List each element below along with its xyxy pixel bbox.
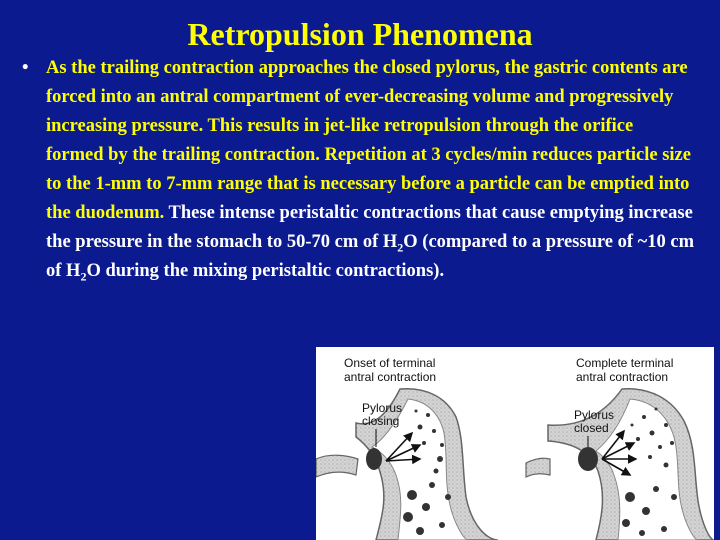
right-caption-line1: Complete terminal [576,356,674,370]
subscript-2: 2 [397,240,404,255]
right-caption-line2: antral contraction [576,370,669,384]
duodenum-right [526,458,550,477]
duodenum-left [316,455,358,477]
stomach-diagram-svg [316,347,714,540]
right-label-line1: Pylorus [574,408,615,422]
bullet-marker: • [22,58,29,78]
stomach-diagram [316,347,714,540]
pylorus-left [366,448,382,470]
body-text-3: O during the mixing peristaltic contractions). [86,261,445,281]
pylorus-right [578,447,598,471]
body-text-2: O (compared to a pressure of ~10 cm of H [46,232,694,281]
paragraph-text [46,54,694,286]
left-panel [316,356,498,540]
subscript-2b: 2 [80,269,87,284]
right-panel [526,356,714,540]
left-caption-line2: antral contraction [344,370,437,384]
body-text-1: These intense peristaltic contractions that cause emptying increase the pressure in the stomach to 50-70 cm of H [46,203,693,252]
highlighted-text: As the trailing contraction approaches the closed pylorus, the gastric contents are forced into an antral compartment of ever-decreasing volume and progressively increasing pressure. This results in jet-like retropulsion through the orifice formed by the trailing contraction. Repetition at 3 cycles/min reduces particle size to the 1-mm to 7-mm range that is necessary before a particle can be emptied into the duodenum. [46,58,691,223]
bullet-paragraph [22,54,694,286]
slide-title: Retropulsion Phenomena [187,16,533,52]
left-caption-line1: Onset of terminal [344,356,436,370]
left-label-line1: Pylorus [362,401,403,415]
left-label-line2: closing [362,414,400,428]
right-label-line2: closed [574,421,609,435]
